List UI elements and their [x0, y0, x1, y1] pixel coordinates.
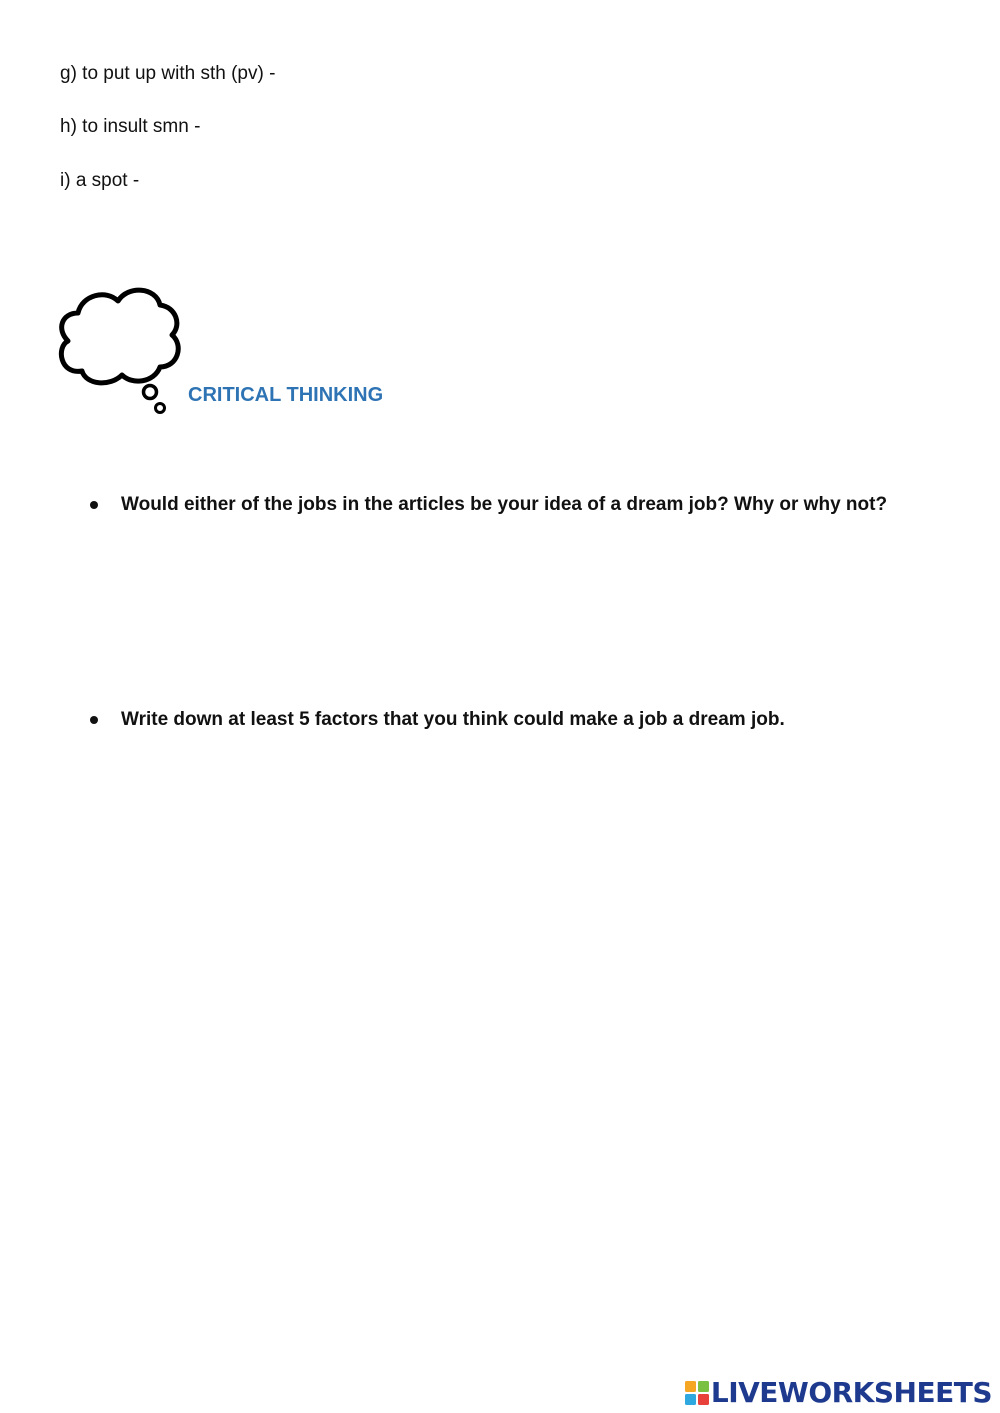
question-text: Would either of the jobs in the articles be your idea of a dream job? Why or why not?: [121, 494, 888, 515]
brand-name: LIVEWORKSHEETS: [710, 1376, 992, 1409]
thought-bubble-icon: [56, 283, 186, 418]
question-item: [90, 707, 785, 733]
section-heading: CRITICAL THINKING: [188, 384, 384, 406]
vocab-item-g: g) to put up with sth (pv) -: [60, 63, 276, 84]
liveworksheets-brand[interactable]: [685, 1376, 992, 1410]
question-text: Write down at least 5 factors that you think could make a job a dream job.: [121, 709, 785, 730]
vocab-item-i: i) a spot -: [60, 170, 140, 191]
vocab-item-h: h) to insult smn -: [60, 116, 201, 137]
bullet-icon: [90, 716, 98, 724]
bullet-icon: [90, 501, 98, 509]
question-item: [90, 492, 887, 518]
liveworksheets-logo-icon: [685, 1381, 709, 1405]
